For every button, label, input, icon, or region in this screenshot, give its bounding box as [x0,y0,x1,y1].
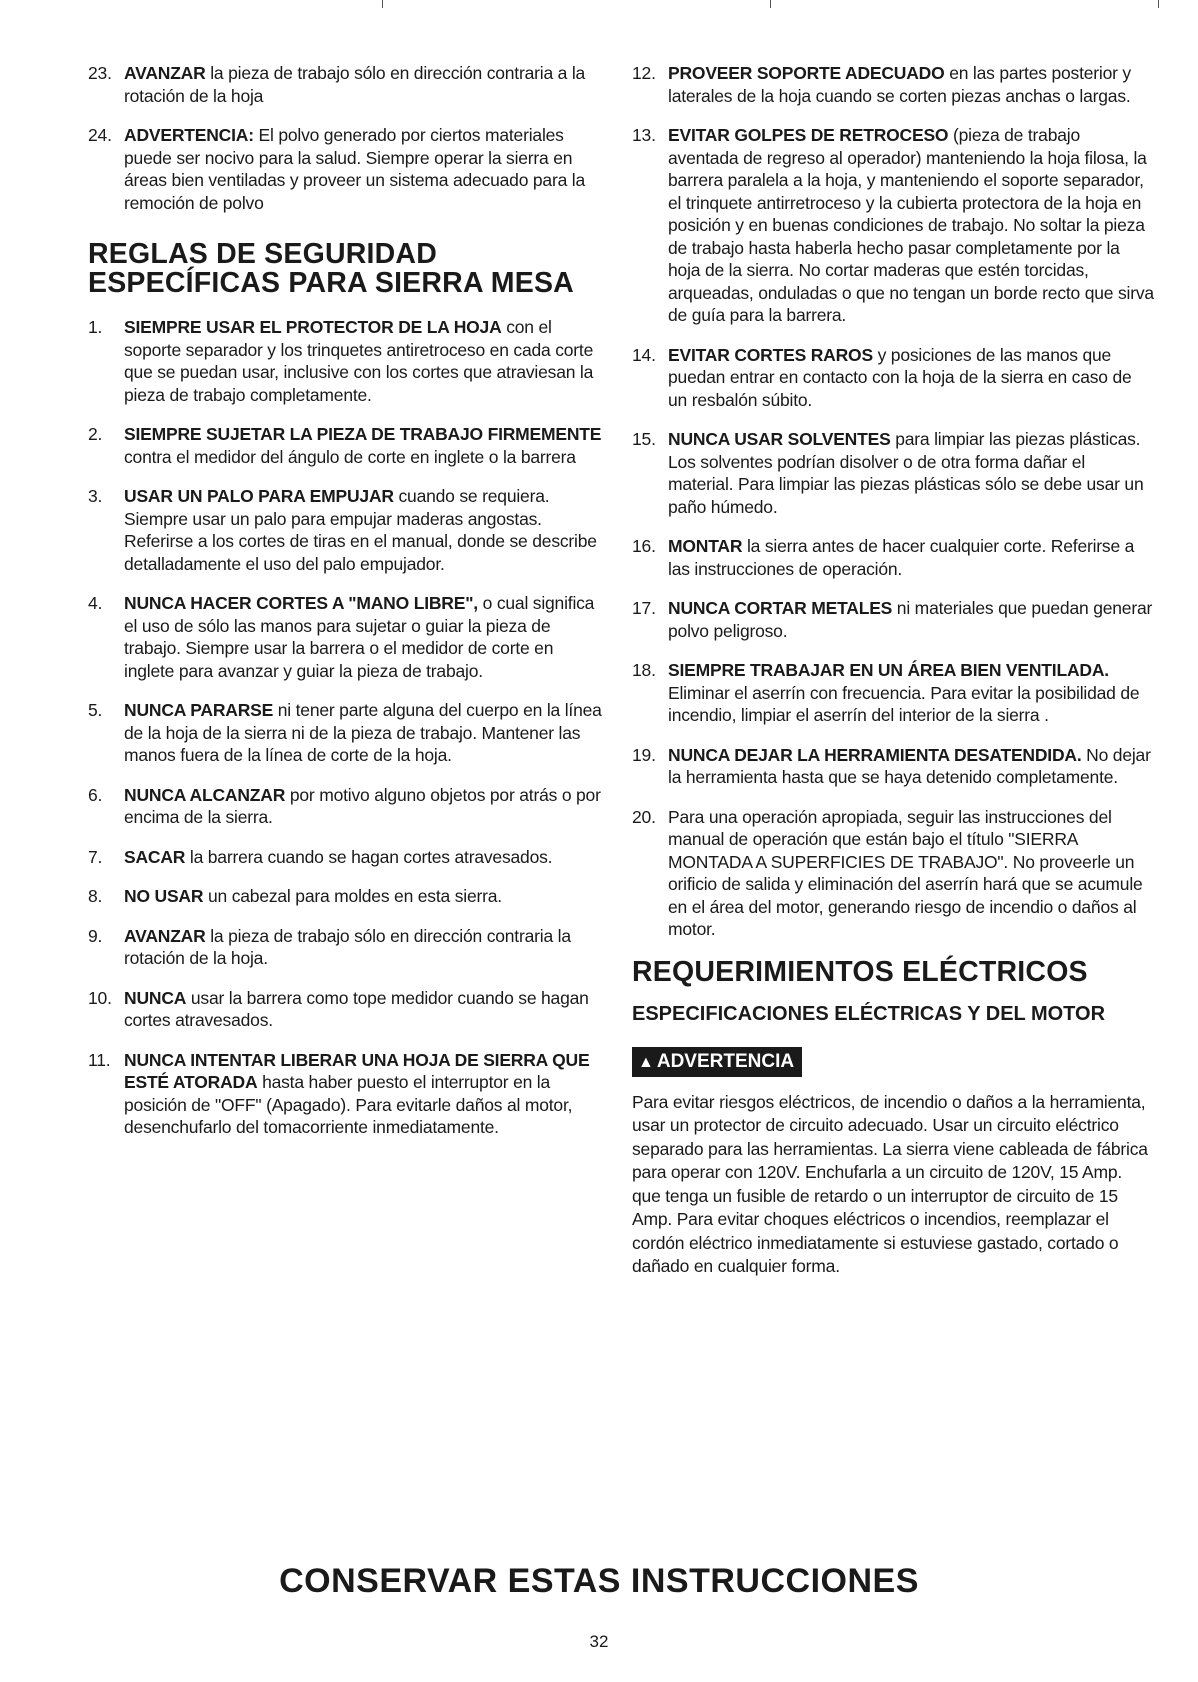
list-item [88,316,608,406]
section-title-electrical: REQUERIMIENTOS ELÉCTRICOS [632,955,1088,988]
item-text: hasta haber puesto el interruptor en la posición de "OFF" (Apagado). Para evitarle daños al motor, desenchufarlo del tomacorriente inmediatamente. [124,1072,573,1137]
item-heading: SIEMPRE TRABAJAR EN UN ÁREA BIEN VENTILADA. [668,660,1109,680]
left-column [88,62,608,1156]
item-number: 9. [88,925,103,946]
item-heading: NUNCA USAR SOLVENTES [668,429,891,449]
item-text: la pieza de trabajo sólo en dirección contraria a la rotación de la hoja [124,63,586,106]
list-item [88,485,608,575]
item-text: la barrera cuando se hagan cortes atravesados. [185,846,553,867]
item-heading: NUNCA INTENTAR LIBERAR UNA HOJA DE SIERRA QUE ESTÉ ATORADA [124,1049,590,1092]
item-heading: MONTAR [668,536,743,556]
item-number: 16. [632,536,656,556]
item-text: usar la barrera como tope medidor cuando se hagan cortes atravesados. [124,987,589,1030]
item-text: con el soporte separador y los trinquetes antiretroceso en cada corte que se puedan usar, inclusive con los cortes que atraviesan la pieza de trabajo completamente. [124,317,594,405]
item-heading: NUNCA [124,987,187,1008]
item-text: contra el medidor del ángulo de corte en inglete o la barrera [124,446,576,467]
electrical-warning-text: Para evitar riesgos eléctricos, de incendio o daños a la herramienta, usar un protector de circuito adecuado. Usar un circuito eléctrico separado para las herramientas. La sierra viene cableada de fábrica para operar con 120V. Enchufarla a un circuito de 120V, 15 Amp. que tenga un fusible de retardo o un interruptor de circuito de 15 Amp. Para evitar choques eléctricos o incendios, reemplazar el cordón eléctrico inmediatamente si estuviese gastado, cortado o dañado en cualquier forma. [632,1091,1148,1276]
list-item [632,744,1154,789]
item-text: (pieza de trabajo aventada de regreso al operador) manteniendo la hoja filosa, la barrera paralela a la hoja, y manteniendo el soporte separador, el trinquete antirretroceso y la cubierta protectora de la hoja en posición y en buenas condiciones de trabajo. No soltar la pieza de trabajo hasta haberla hecho pasar completamente por la hoja de la sierra. No cortar maderas que estén torcidas, arqueadas, onduladas o que no tengan un borde recto que sirva de guía para la barrera. [668,125,1154,325]
item-text: la pieza de trabajo sólo en dirección contraria la rotación de la hoja. [124,925,571,968]
item-number: 12. [632,63,656,83]
item-number: 17. [632,598,656,618]
list-item [88,784,608,829]
list-item [632,428,1154,518]
item-number: 23. [88,63,112,83]
item-text: Para una operación apropiada, seguir las instrucciones del manual de operación que están bajo el título "SIERRA MONTADA A SUPERFICIES DE TRABAJO". No proveerle un orificio de salida y eliminación del aserrín hará que se acumule en el área del motor, generando riesgo de incendio o daños al motor. [668,806,1143,939]
list-item [632,124,1154,327]
item-number: 14. [632,344,656,365]
item-text: para limpiar las piezas plásticas. Los solventes podrían disolver o de otra forma dañar el material. Para limpiar las piezas plásticas sólo se debe usar un paño húmedo. [668,429,1144,517]
list-item [88,423,608,468]
item-heading: NUNCA ALCANZAR [124,784,286,805]
list-item [88,699,608,767]
item-number: 24. [88,125,112,145]
footer-title: CONSERVAR ESTAS INSTRUCCIONES [279,1562,919,1600]
item-text: ni tener parte alguna del cuerpo en la línea de la hoja de la sierra ni de la pieza de trabajo. Mantener las manos fuera de la línea de corte de la hoja. [124,700,602,765]
item-number: 20. [632,806,656,827]
item-number: 15. [632,429,656,449]
scan-mark [382,0,383,8]
item-heading: USAR UN PALO PARA EMPUJAR [124,486,394,506]
item-heading: EVITAR CORTES RAROS [668,344,873,365]
item-text: en las partes posterior y laterales de la hoja cuando se corten piezas anchas o largas. [668,63,1131,106]
subsection-title-motor-specs: ESPECIFICACIONES ELÉCTRICAS Y DEL MOTOR [632,1002,1106,1025]
list-item [88,592,608,682]
item-number: 7. [88,846,103,867]
list-item [632,597,1154,642]
item-text: por motivo alguno objetos por atrás o por encima de la sierra. [124,784,601,827]
section-title-safety-rules: REGLAS DE SEGURIDAD ESPECÍFICAS PARA SIERRA MESA [88,238,574,299]
item-text: la sierra antes de hacer cualquier corte. Referirse a las instrucciones de operación. [668,536,1135,579]
list-item [632,62,1154,107]
item-heading: EVITAR GOLPES DE RETROCESO [668,125,949,145]
item-heading: NUNCA HACER CORTES A "MANO LIBRE", [124,593,478,613]
page-number: 32 [589,1632,609,1651]
item-text: un cabezal para moldes en esta sierra. [203,886,502,906]
item-number: 11. [88,1049,111,1070]
item-text: y posiciones de las manos que puedan entrar en contacto con la hoja de la sierra en caso de un resbalón súbito. [668,344,1132,410]
safety-rules-list [88,316,608,1139]
item-number: 13. [632,125,656,145]
item-number: 19. [632,744,656,765]
warning-label: ADVERTENCIA [656,1050,795,1072]
list-continued [88,62,608,214]
item-number: 1. [88,317,103,337]
list-item [88,1049,608,1139]
warning-triangle-icon: ▲ [638,1053,654,1071]
item-heading: SIEMPRE USAR EL PROTECTOR DE LA HOJA [124,317,502,337]
list-item [88,846,608,869]
list-item [88,925,608,970]
item-heading: NO USAR [124,886,204,906]
safety-rules-list-continued [632,62,1154,941]
item-text: ni materiales que puedan generar polvo peligroso. [668,598,1153,641]
item-heading: SACAR [124,846,186,867]
item-number: 5. [88,700,103,720]
item-number: 10. [88,987,112,1008]
item-heading: AVANZAR [124,925,206,946]
item-heading: PROVEER SOPORTE ADECUADO [668,63,945,83]
item-text: No dejar la herramienta hasta que se haya detenido completamente. [668,744,1151,787]
item-heading: NUNCA PARARSE [124,700,274,720]
scan-mark [1158,0,1159,8]
list-item [632,344,1154,412]
item-text: El polvo generado por ciertos materiales puede ser nocivo para la salud. Siempre operar la sierra en áreas bien ventiladas y proveer un sistema adecuado para la remoción de polvo [124,125,585,213]
list-item [88,62,608,107]
item-heading: SIEMPRE SUJETAR LA PIEZA DE TRABAJO FIRMEMENTE [124,424,602,444]
list-item [88,885,608,908]
list-item [632,659,1154,727]
item-text: cuando se requiera. Siempre usar un palo para empujar maderas angostas. Referirse a los cortes de tiras en el manual, donde se describe detalladamente el uso del palo empujador. [124,486,597,574]
warning-badge [632,1047,802,1077]
list-item [88,987,608,1032]
list-item [88,124,608,214]
list-item [632,535,1154,580]
list-item [632,806,1154,941]
item-number: 18. [632,660,656,680]
item-heading: NUNCA CORTAR METALES [668,598,893,618]
item-heading: NUNCA DEJAR LA HERRAMIENTA DESATENDIDA. [668,744,1082,765]
item-number: 8. [88,886,103,906]
item-text: o cual significa el uso de sólo las manos para sujetar o guiar la pieza de trabajo. Siempre usar la barrera o el medidor de corte en inglete para avanzar y guiar la pieza de trabajo. [124,593,595,681]
item-number: 4. [88,593,103,613]
item-text: Eliminar el aserrín con frecuencia. Para evitar la posibilidad de incendio, limpiar el aserrín del interior de la sierra . [668,682,1140,725]
scan-mark [770,0,771,8]
item-number: 2. [88,424,103,444]
item-number: 3. [88,486,103,506]
item-heading: ADVERTENCIA: [124,125,254,145]
item-number: 6. [88,784,103,805]
item-heading: AVANZAR [124,63,206,83]
right-column [632,62,1154,1279]
